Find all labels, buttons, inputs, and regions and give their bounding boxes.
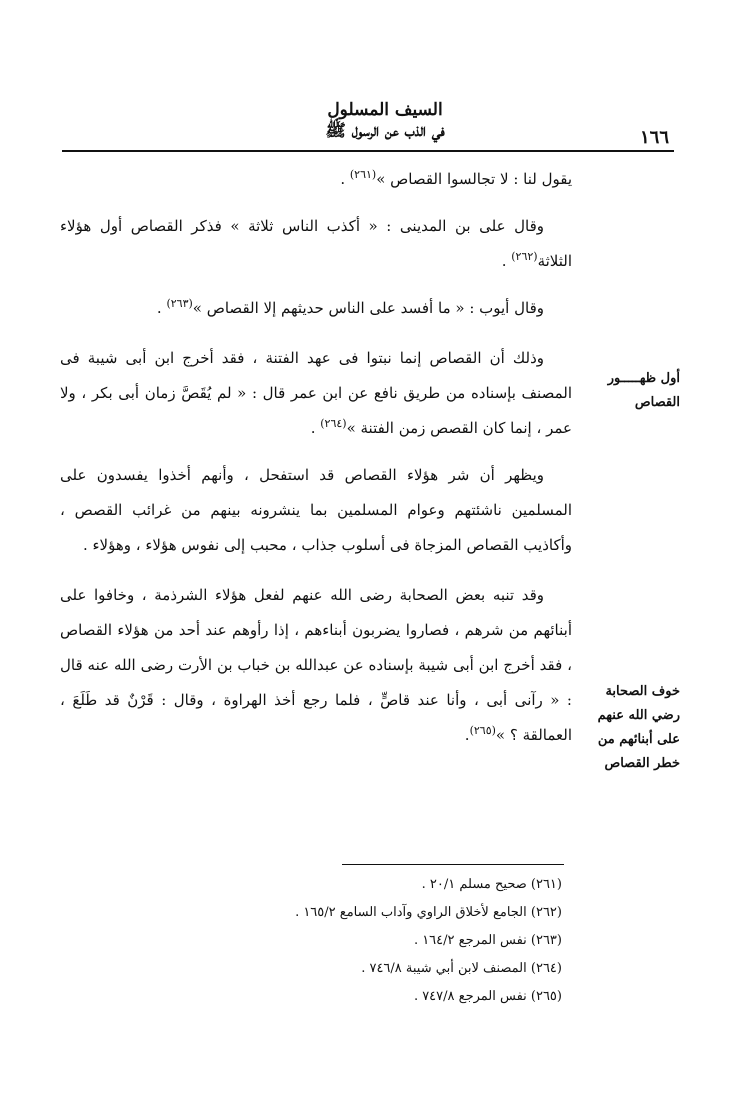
page-number: ١٦٦ — [640, 127, 670, 148]
paragraph-1 — [60, 162, 572, 197]
paragraph-4 — [60, 341, 572, 446]
paragraph-text: وقال على بن المدينى : « أكذب الناس ثلاثة » فذكر القصاص أول هؤلاء الثلاثة — [60, 217, 572, 270]
footnote-reference: (٢٦٤) — [320, 417, 347, 430]
paragraph-end: . — [156, 299, 167, 317]
footnote-divider — [342, 864, 564, 865]
paragraph-2 — [60, 209, 572, 279]
footnote-item: (٢٦٢) الجامع لأخلاق الراوي وآداب السامع ١٦٥/٢ . — [295, 905, 562, 920]
footnote-item: (٢٦٣) نفس المرجع ١٦٤/٢ . — [413, 933, 562, 948]
footnote-item: (٢٦٤) المصنف لابن أبي شيبة ٧٤٦/٨ . — [361, 961, 562, 976]
paragraph-6 — [60, 578, 572, 753]
paragraph-5 — [60, 458, 572, 563]
running-header-title — [275, 100, 495, 142]
paragraph-end: . — [501, 252, 512, 270]
header-title-line2: في الذب عن الرسول ﷺ — [325, 121, 445, 141]
paragraph-text: وذلك أن القصاص إنما نبتوا فى عهد الفتنة ، فقد أخرج ابن أبى شيبة فى المصنف بإسناده من طريق نافع عن ابن عمر قال : « لم يُقَصَّ زمان أبى بكر ، ولا عمر ، إنما كان القصص زمن الفتنة » — [60, 349, 572, 437]
margin-note-companions-fear: خوف الصحابة رضي الله عنهم على أبنائهم من خطر القصاص — [597, 684, 680, 771]
header-title-line1: السيف المسلول — [327, 100, 443, 120]
paragraph-end: . — [310, 419, 321, 437]
paragraph-text: وقال أيوب : « ما أفسد على الناس حديثهم إلا القصاص » — [192, 299, 544, 317]
paragraph-text: ويظهر أن شر هؤلاء القصاص قد استفحل ، وأنهم أخذوا يفسدون على المسلمين ناشئتهم وعوام المسلمين بما ينشرونه بينهم من غرائب القصص ، وأكاذيب القصاص المزجاة فى أسلوب جذاب ، محبب إلى نفوس هؤلاء ، وهؤلاء . — [60, 466, 572, 554]
main-text — [60, 162, 572, 753]
paragraph-text: وقد تنبه بعض الصحابة رضى الله عنهم لفعل هؤلاء الشرذمة ، وخافوا على أبنائهم من شرهم ، فصاروا يضربون أبناءهم ، إذا رأوهم عند أحد من هؤلاء القصاص ، فقد أخرج ابن أبى شيبة بإسناده عن عبدالله بن خباب بن الأرت رضى الله عنه قال : « رآنى أبى ، وأنا عند قاصٍّ ، فلما رجع أخذ الهراوة ، وقال : قَرْنٌ قد طَلَعَ ، العمالقة ؟ » — [60, 586, 572, 744]
footnote-reference: (٢٦١) — [349, 168, 377, 181]
footnotes — [200, 871, 562, 1011]
header-divider — [62, 150, 674, 152]
paragraph-3 — [60, 291, 572, 326]
footnote-reference: (٢٦٣) — [166, 297, 193, 310]
paragraph-end: . — [464, 726, 470, 744]
paragraph-end: . — [340, 170, 350, 188]
footnote-reference: (٢٦٥) — [469, 724, 496, 737]
footnote-item: (٢٦٥) نفس المرجع ٧٤٧/٨ . — [413, 989, 562, 1004]
paragraph-text: يقول لنا : لا تجالسوا القصاص » — [376, 170, 572, 188]
footnote-item: (٢٦١) صحيح مسلم ٢٠/١ . — [421, 877, 562, 892]
footnote-reference: (٢٦٢) — [511, 250, 538, 263]
margin-note-first-appearance: أول ظهـــــور القصاص — [607, 371, 680, 410]
